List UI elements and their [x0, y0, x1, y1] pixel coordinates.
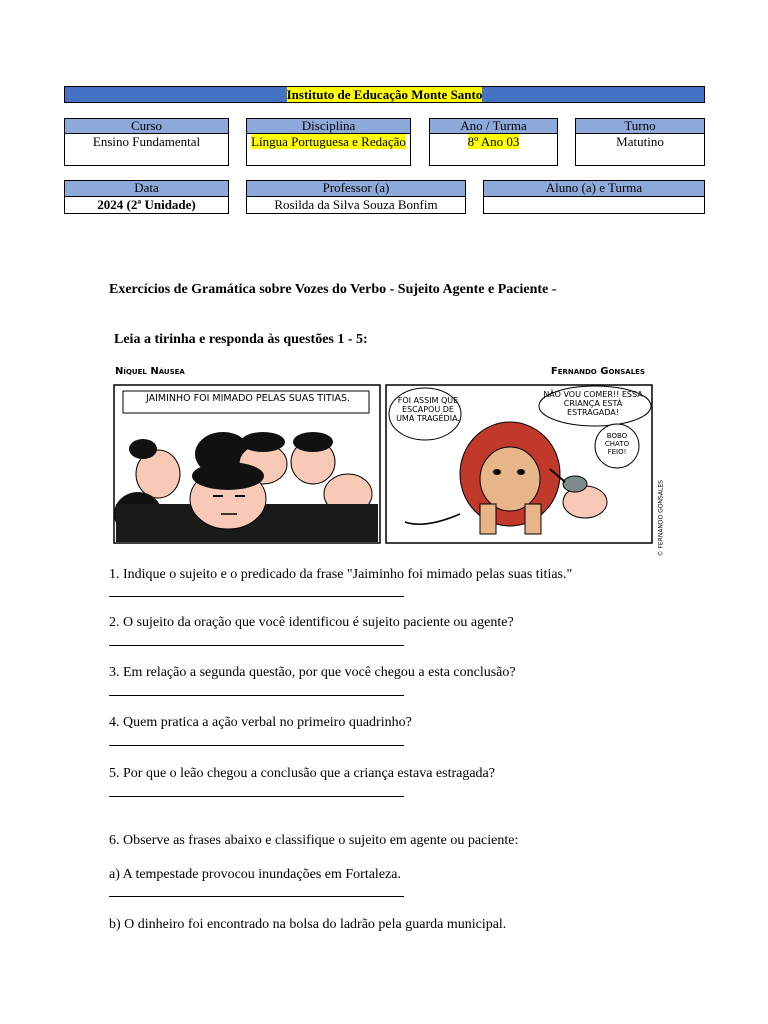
header-value-ano-turma: 8º Ano 03	[429, 134, 558, 166]
panel-1-caption: JAIMINHO FOI MIMADO PELAS SUAS TITIAS.	[145, 393, 351, 404]
answer-line-2[interactable]	[109, 645, 404, 646]
answer-line-6a[interactable]	[109, 896, 404, 897]
comic-panel-1	[113, 384, 381, 544]
answer-line-4[interactable]	[109, 745, 404, 746]
header-value-data: 2024 (2ª Unidade)	[64, 197, 229, 214]
comic-copyright: © FERNANDO GONSALES	[657, 480, 665, 557]
question-6: 6. Observe as frases abaixo e classifique o sujeito em agente ou paciente:	[109, 833, 519, 848]
header-value-turno: Matutino	[575, 134, 705, 166]
header-value-disciplina: Língua Portuguesa e Redação	[246, 134, 411, 166]
institution-name: Instituto de Educação Monte Santo	[286, 87, 483, 102]
comic-strip	[111, 360, 665, 557]
document-title: Exercícios de Gramática sobre Vozes do Verbo - Sujeito Agente e Paciente -	[109, 282, 557, 297]
question-6a: a) A tempestade provocou inundações em Fortaleza.	[109, 867, 401, 882]
instruction-text: Leia a tirinha e responda às questões 1 - 5:	[114, 332, 368, 347]
comic-strip-title: Níquel Náusea	[115, 366, 185, 377]
question-4: 4. Quem pratica a ação verbal no primeiro quadrinho?	[109, 715, 412, 730]
question-6b: b) O dinheiro foi encontrado na bolsa do ladrão pela guarda municipal.	[109, 917, 507, 932]
answer-line-1[interactable]	[109, 596, 404, 597]
speech-bubble-2: NÃO VOU COMER!! ESSA CRIANÇA ESTÁ ESTRAGADA!	[543, 390, 643, 417]
header-label-curso: Curso	[64, 118, 229, 134]
answer-line-3[interactable]	[109, 695, 404, 696]
header-label-aluno: Aluno (a) e Turma	[483, 180, 705, 197]
answer-line-5[interactable]	[109, 796, 404, 797]
header-label-professor: Professor (a)	[246, 180, 466, 197]
header-label-turno: Turno	[575, 118, 705, 134]
question-5: 5. Por que o leão chegou a conclusão que a criança estava estragada?	[109, 766, 495, 781]
header-value-professor: Rosilda da Silva Souza Bonfim	[246, 197, 466, 214]
speech-bubble-1: FOI ASSIM QUE ESCAPOU DE UMA TRAGÉDIA.	[396, 396, 460, 423]
header-label-data: Data	[64, 180, 229, 197]
speech-bubble-3: BOBO CHATO FEIO!	[604, 432, 630, 456]
question-3: 3. Em relação a segunda questão, por que você chegou a esta conclusão?	[109, 665, 516, 680]
institution-title	[64, 86, 705, 103]
header-label-ano-turma: Ano / Turma	[429, 118, 558, 134]
header-value-curso: Ensino Fundamental	[64, 134, 229, 166]
header-value-aluno[interactable]	[483, 197, 705, 214]
question-1: 1. Indique o sujeito e o predicado da frase "Jaiminho foi mimado pelas suas titias."	[109, 567, 573, 582]
comic-author: Fernando Gonsales	[550, 366, 645, 377]
header-label-disciplina: Disciplina	[246, 118, 411, 134]
question-2: 2. O sujeito da oração que você identificou é sujeito paciente ou agente?	[109, 615, 514, 630]
